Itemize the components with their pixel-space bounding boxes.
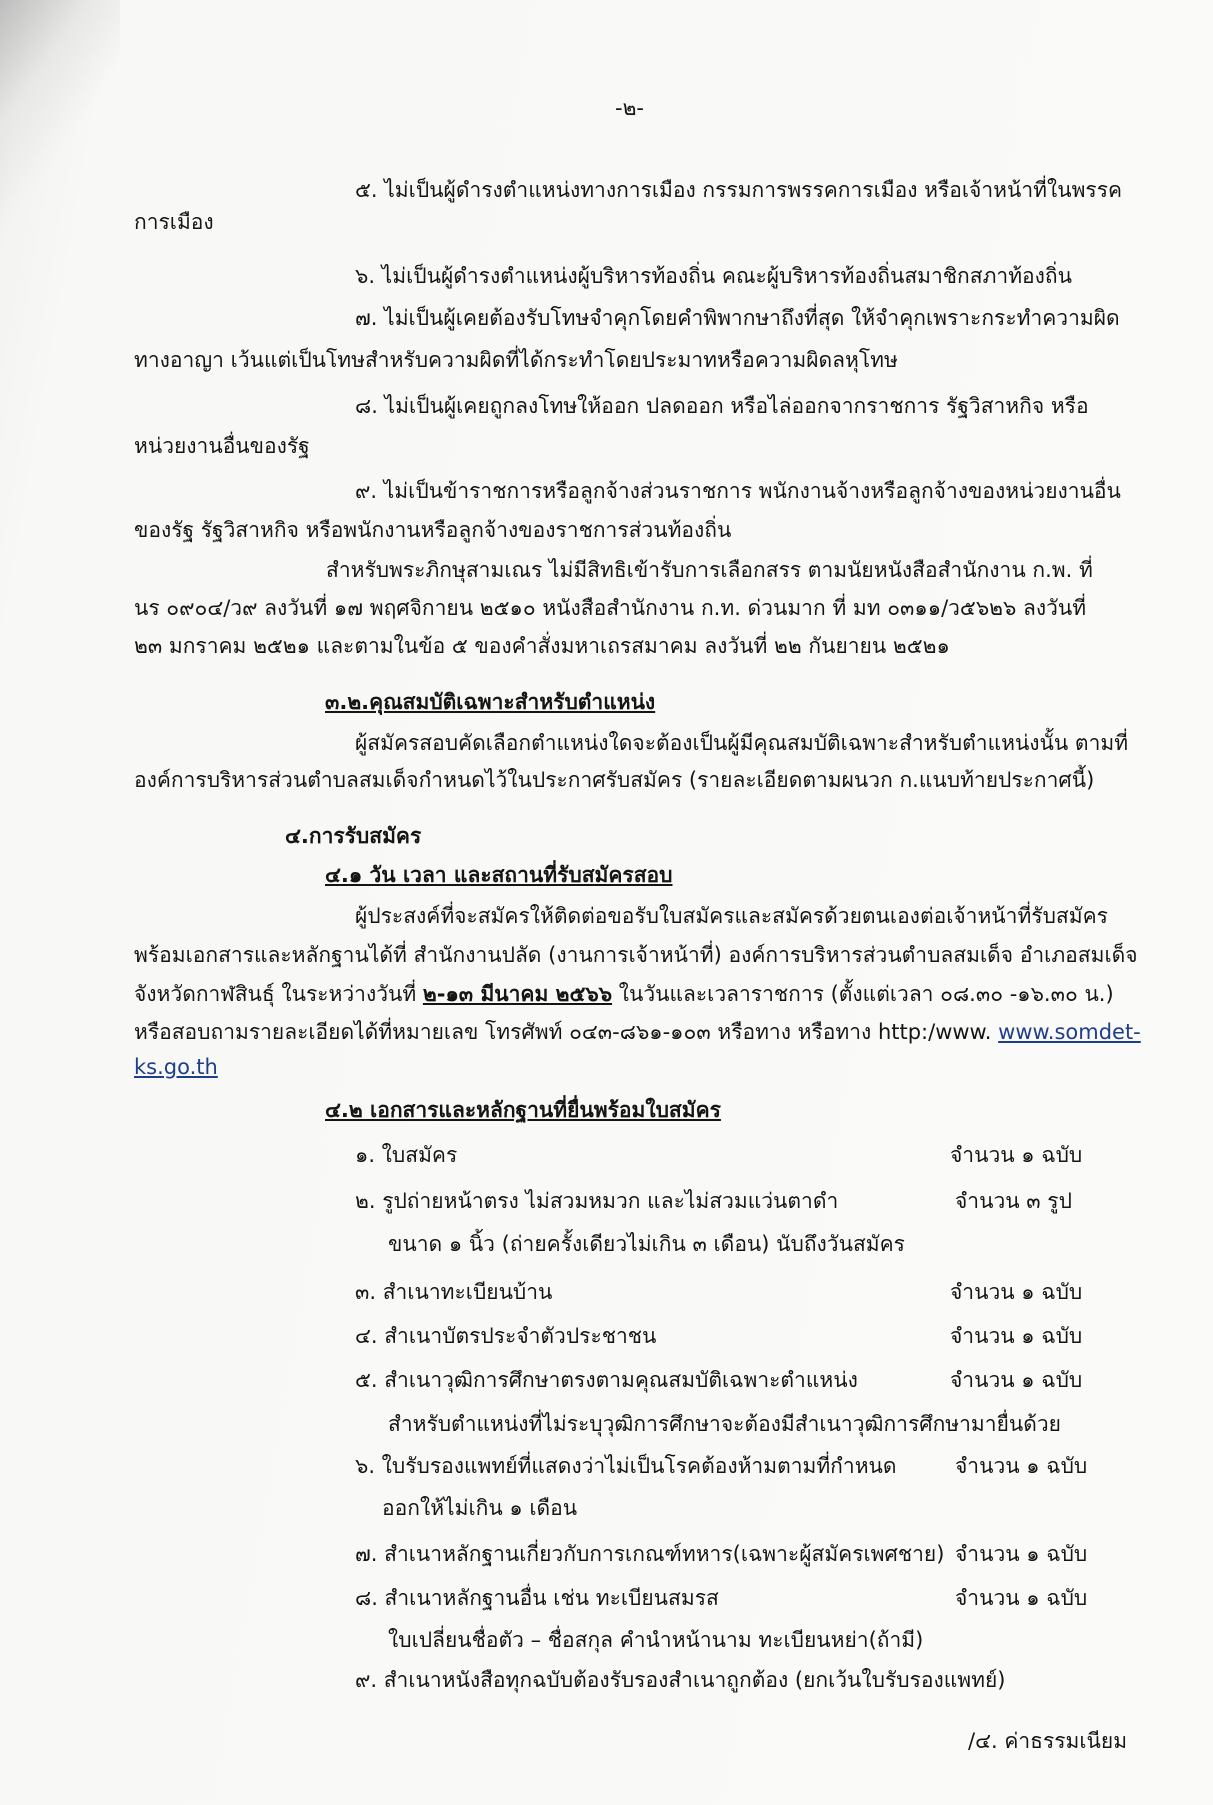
doc-7: ๗. สำเนาหลักฐานเกี่ยวกับการเกณฑ์ทหาร(เฉพาะผู้สมัครเพศชาย) <box>355 1542 945 1566</box>
section-4-1-text: ผู้ประสงค์ที่จะสมัครให้ติดต่อขอรับใบสมัครและสมัครด้วยตนเองต่อเจ้าหน้าที่รับสมัคร <box>355 904 1108 928</box>
section-4-1-text-cont-2 <box>134 980 1114 1008</box>
section-3-2-heading: ๓.๒.คุณสมบัติเฉพาะสำหรับตำแหน่ง <box>325 690 656 714</box>
doc-2: ๒. รูปถ่ายหน้าตรง ไม่สวมหมวก และไม่สวมแว่นตาดำ <box>355 1189 839 1213</box>
date-intro: จังหวัดกาฬสินธุ์ ในระหว่างวันที่ <box>134 982 417 1006</box>
contact-text: หรือสอบถามรายละเอียดได้ที่หมายเลข โทรศัพท์ ๐๔๓-๘๖๑-๑๐๓ หรือทาง หรือทาง http:/www. <box>134 1020 992 1044</box>
doc-6-qty: จำนวน ๑ ฉบับ <box>955 1454 1088 1478</box>
doc-4: ๔. สำเนาบัตรประจำตัวประชาชน <box>355 1324 657 1348</box>
doc-3: ๓. สำเนาทะเบียนบ้าน <box>355 1280 553 1304</box>
section-4-heading: ๔.การรับสมัคร <box>285 824 422 848</box>
section-3-2-text: ผู้สมัครสอบคัดเลือกตำแหน่งใดจะต้องเป็นผู้มีคุณสมบัติเฉพาะสำหรับตำแหน่งนั้น ตามที่ <box>355 731 1129 755</box>
doc-9: ๙. สำเนาหนังสือทุกฉบับต้องรับรองสำเนาถูกต้อง (ยกเว้นใบรับรองแพทย์) <box>355 1668 1006 1692</box>
qualification-5: ๕. ไม่เป็นผู้ดำรงตำแหน่งทางการเมือง กรรมการพรรคการเมือง หรือเจ้าหน้าที่ในพรรค <box>355 178 1123 202</box>
qualification-7: ๗. ไม่เป็นผู้เคยต้องรับโทษจำคุกโดยคำพิพากษาถึงที่สุด ให้จำคุกเพราะกระทำความผิด <box>355 306 1120 330</box>
doc-6: ๖. ใบรับรองแพทย์ที่แสดงว่าไม่เป็นโรคต้องห้ามตามที่กำหนด <box>355 1454 897 1478</box>
contact-line <box>134 1018 1141 1046</box>
monk-clause-cont-1: นร ๐๙๐๔/ว๙ ลงวันที่ ๑๗ พฤศจิกายน ๒๕๑๐ หนังสือสำนักงาน ก.ท. ด่วนมาก ที่ มท ๐๓๑๑/ว๕๖๒๖ ลงวันที่ <box>134 596 1087 620</box>
doc-5-qty: จำนวน ๑ ฉบับ <box>950 1368 1083 1392</box>
section-4-2-heading: ๔.๒ เอกสารและหลักฐานที่ยื่นพร้อมใบสมัคร <box>325 1098 721 1122</box>
page-fold-shadow <box>0 0 120 260</box>
doc-5: ๕. สำเนาวุฒิการศึกษาตรงตามคุณสมบัติเฉพาะตำแหน่ง <box>355 1368 858 1392</box>
doc-2-qty: จำนวน ๓ รูป <box>955 1189 1072 1213</box>
doc-6-detail: ออกให้ไม่เกิน ๑ เดือน <box>382 1496 578 1520</box>
doc-1: ๑. ใบสมัคร <box>355 1143 458 1167</box>
qualification-7-cont: ทางอาญา เว้นแต่เป็นโทษสำหรับความผิดที่ได้กระทำโดยประมาทหรือความผิดลหุโทษ <box>134 348 898 372</box>
doc-7-qty: จำนวน ๑ ฉบับ <box>955 1542 1088 1566</box>
doc-4-qty: จำนวน ๑ ฉบับ <box>950 1324 1083 1348</box>
doc-3-qty: จำนวน ๑ ฉบับ <box>950 1280 1083 1304</box>
page-number: -๒- <box>615 96 644 120</box>
doc-5-detail: สำหรับตำแหน่งที่ไม่ระบุวุฒิการศึกษาจะต้องมีสำเนาวุฒิการศึกษามายื่นด้วย <box>388 1412 1061 1436</box>
section-4-1-heading: ๔.๑ วัน เวลา และสถานที่รับสมัครสอบ <box>325 863 673 887</box>
section-3-2-text-cont: องค์การบริหารส่วนตำบลสมเด็จกำหนดไว้ในประกาศรับสมัคร (รายละเอียดตามผนวก ก.แนบท้ายประกาศนี้) <box>134 768 1095 792</box>
office-hours: ในวันและเวลาราชการ (ตั้งแต่เวลา ๐๘.๓๐ -๑๖.๓๐ น.) <box>618 982 1114 1006</box>
website-link[interactable]: www.somdet- <box>998 1020 1141 1044</box>
qualification-8-cont: หน่วยงานอื่นของรัฐ <box>134 434 310 458</box>
qualification-9: ๙. ไม่เป็นข้าราชการหรือลูกจ้างส่วนราชการ พนักงานจ้างหรือลูกจ้างของหน่วยงานอื่น <box>355 479 1121 503</box>
doc-8-detail: ใบเปลี่ยนชื่อตัว – ชื่อสกุล คำนำหน้านาม ทะเบียนหย่า(ถ้ามี) <box>388 1628 924 1652</box>
website-link-cont <box>134 1053 218 1081</box>
monk-clause-cont-2: ๒๓ มกราคม ๒๕๒๑ และตามในข้อ ๕ ของคำสั่งมหาเถรสมาคม ลงวันที่ ๒๒ กันยายน ๒๕๒๑ <box>134 634 950 658</box>
qualification-6: ๖. ไม่เป็นผู้ดำรงตำแหน่งผู้บริหารท้องถิ่น คณะผู้บริหารท้องถิ่นสมาชิกสภาท้องถิ่น <box>355 264 1072 288</box>
monk-clause: สำหรับพระภิกษุสามเณร ไม่มีสิทธิเข้ารับการเลือกสรร ตามนัยหนังสือสำนักงาน ก.พ. ที่ <box>326 558 1093 582</box>
doc-1-qty: จำนวน ๑ ฉบับ <box>950 1143 1083 1167</box>
qualification-8: ๘. ไม่เป็นผู้เคยถูกลงโทษให้ออก ปลดออก หรือไล่ออกจากราชการ รัฐวิสาหกิจ หรือ <box>355 394 1089 418</box>
qualification-9-cont: ของรัฐ รัฐวิสาหกิจ หรือพนักงานหรือลูกจ้างของราชการส่วนท้องถิ่น <box>134 518 732 542</box>
website-link-2[interactable]: ks.go.th <box>134 1055 218 1079</box>
application-date: ๒-๑๓ มีนาคม ๒๕๖๖ <box>422 982 613 1006</box>
section-4-1-text-cont-1: พร้อมเอกสารและหลักฐานได้ที่ สำนักงานปลัด (งานการเจ้าหน้าที่) องค์การบริหารส่วนตำบลสมเด็จ อำเภอสมเด็จ <box>134 943 1138 967</box>
doc-2-detail: ขนาด ๑ นิ้ว (ถ่ายครั้งเดียวไม่เกิน ๓ เดือน) นับถึงวันสมัคร <box>388 1232 905 1256</box>
doc-8: ๘. สำเนาหลักฐานอื่น เช่น ทะเบียนสมรส <box>355 1586 719 1610</box>
qualification-5-cont: การเมือง <box>134 210 214 234</box>
continued-next-page: /๔. ค่าธรรมเนียม <box>968 1729 1128 1753</box>
doc-8-qty: จำนวน ๑ ฉบับ <box>955 1586 1088 1610</box>
